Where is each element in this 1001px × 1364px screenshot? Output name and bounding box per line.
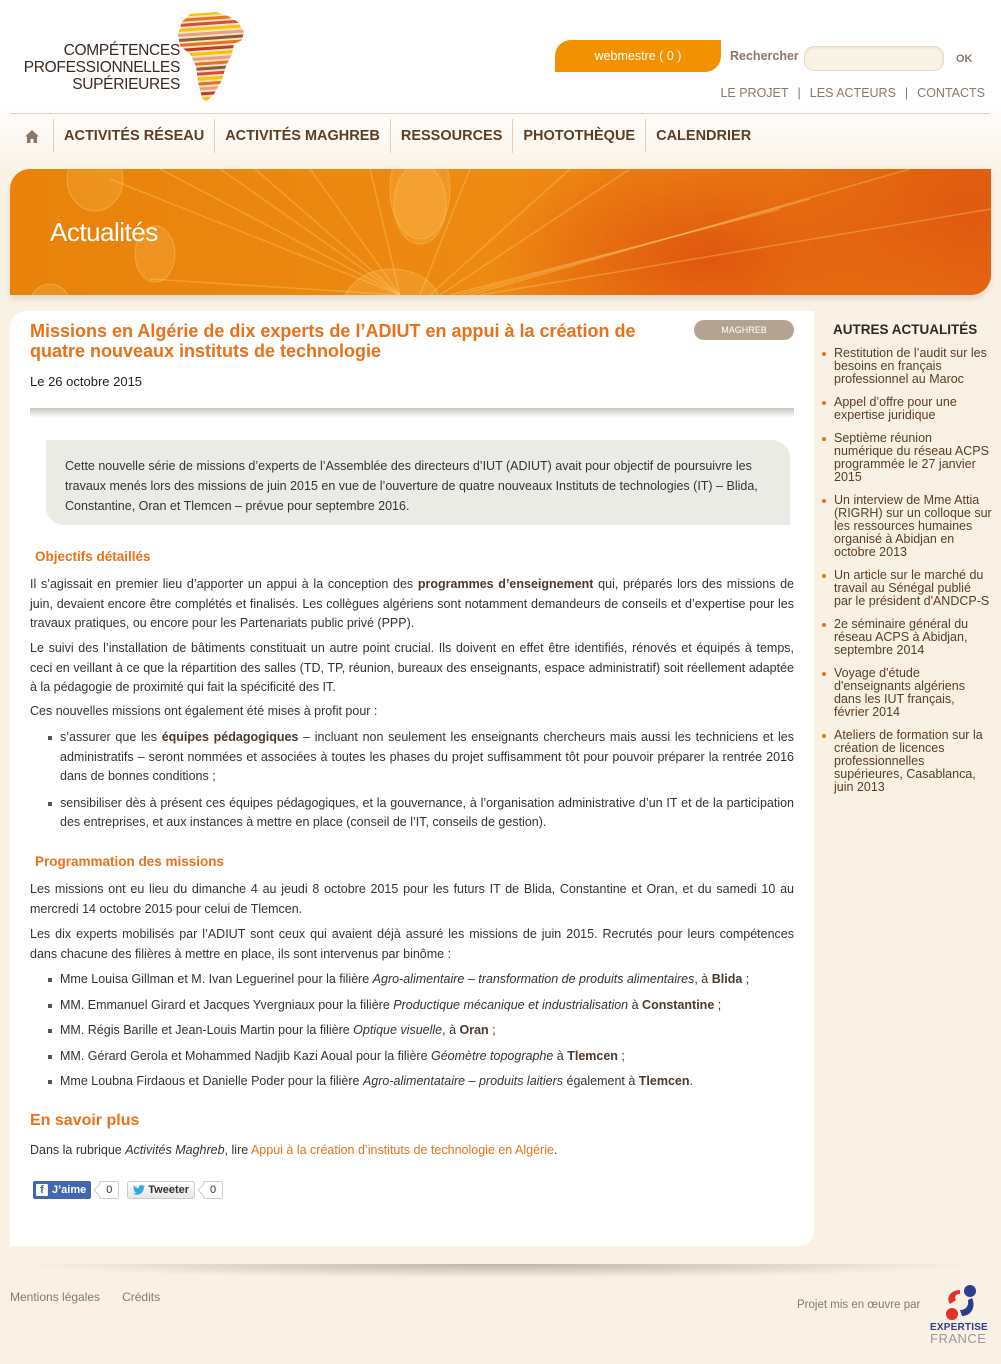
text: Mme Louisa Gillman et M. Ivan Leguerinel pour la filière [60, 972, 373, 986]
list-item [30, 1021, 794, 1041]
text: ; [742, 972, 750, 986]
top-link-contacts[interactable]: CONTACTS [917, 86, 985, 100]
city-name: Oran [459, 1023, 489, 1037]
sidebar-news-item[interactable]: Restitution de l’audit sur les besoins en français professionnel au Maroc [822, 347, 992, 386]
footer-divider [20, 1264, 980, 1278]
top-links [720, 86, 985, 100]
tweet-label: Tweeter [148, 1184, 190, 1196]
city-name: Tlemcen [567, 1048, 618, 1063]
social-buttons [33, 1181, 223, 1199]
text: Mme Loubna Firdaous et Danielle Poder pour la filière [60, 1074, 363, 1088]
text: à [628, 997, 643, 1012]
user-account-label: webmestre ( 0 ) [594, 49, 682, 63]
africa-map-icon [176, 10, 248, 106]
text: , lire [224, 1143, 251, 1157]
text: ; [617, 1048, 625, 1063]
text: ; [488, 1023, 496, 1037]
article-card [10, 311, 814, 1246]
sidebar [822, 322, 992, 804]
page-title: Actualités [50, 217, 158, 247]
nav-calendrier[interactable]: CALENDRIER [656, 128, 752, 144]
facebook-like-button[interactable] [33, 1181, 91, 1199]
text: qui, préparés lors des missions de juin, devaient encore être complétés et finalisés. Les collègues algériens sont notamment demandeurs de conseils et d’expertise pour les travaux pratiques, ou encore pour les Partenariats public privé (PPP). [30, 577, 795, 630]
field-name: Agro-alimentataire – produits laitiers [362, 1074, 564, 1088]
city-name: Constantine [642, 997, 715, 1012]
separator: | [904, 86, 909, 100]
expertise-france-logo[interactable] [928, 1284, 994, 1348]
text: à [553, 1048, 568, 1063]
text: MM. Gérard Gerola et Mohammed Nadjib Kazi Aoual pour la filière [60, 1048, 431, 1063]
expertise-france-icon [942, 1284, 982, 1322]
footer-credit: Projet mis en œuvre par [797, 1299, 921, 1311]
paragraph: Ces nouvelles missions ont également été mises à profit pour : [30, 704, 378, 718]
sidebar-news-list [822, 347, 992, 794]
sidebar-news-item[interactable]: Un interview de Mme Attia (RIGRH) sur un colloque sur les ressources humaines organisé à Abidjan en octobre 2013 [822, 494, 992, 559]
nav-ressources[interactable]: RESSOURCES [391, 119, 514, 153]
facebook-icon: f [36, 1184, 48, 1196]
city-name: Tlemcen [638, 1074, 690, 1088]
text: ; [714, 997, 722, 1012]
related-article-link[interactable]: Appui à la création d’instituts de technologie en Algérie [250, 1143, 554, 1157]
top-link-acteurs[interactable]: LES ACTEURS [809, 86, 896, 100]
footer-links [10, 1290, 160, 1304]
text: . [689, 1074, 693, 1088]
partner-logo-line: FRANCE [930, 1331, 987, 1346]
sidebar-news-item[interactable]: Voyage d'étude d'enseignants algériens dans les IUT français, février 2014 [822, 667, 992, 719]
section-heading-en-savoir-plus: En savoir plus [30, 1112, 140, 1129]
text: , à [442, 1023, 460, 1037]
like-label: J’aime [52, 1184, 87, 1196]
site-logo[interactable] [18, 10, 258, 108]
list-item: sensibiliser dès à présent ces équipes pédagogiques, et la gouvernance, à l’organisation administrative d’un IT et de la participation des entreprises, et aux instances à mettre en place (conseil de l’IT, conseils de gestion). [30, 794, 794, 833]
separator: | [797, 86, 801, 100]
field-name: Agro-alimentaire – transformation de produits alimentaires [372, 972, 695, 986]
article-divider [30, 408, 794, 418]
field-name: Productique mécanique et industrialisation [393, 997, 629, 1012]
sidebar-news-item[interactable]: Appel d’offre pour une expertise juridique [822, 396, 992, 422]
category-tag[interactable]: MAGHREB [694, 320, 794, 340]
main-nav [10, 118, 761, 154]
paragraph: Le suivi des l’installation de bâtiments constituait un autre point crucial. Ils doivent en effet être identifiés, rénovés et équipés à temps, ceci en veillant à ce que la répartition des salles (TD, TP, réunion, bureaux des enseignants, espace administratif) soit réellement adaptée à la pédagogie de proximité qui fait la spécificité des IT. [30, 641, 794, 694]
text: MM. Régis Barille et Jean-Louis Martin pour la filière [60, 1023, 354, 1037]
twitter-icon [133, 1185, 145, 1195]
nav-home[interactable] [10, 119, 54, 153]
list-item [30, 728, 794, 787]
tweet-button[interactable] [127, 1181, 195, 1199]
article-intro: Cette nouvelle série de missions d’experts de l’Assemblée des directeurs d’IUT (ADIUT) avait pour objectif de poursuivre les travaux menés lors des missions de juin 2015 en vue de l’ouverture de quatre nouveaux Instituts de technologies (IT) – Blida, Constantine, Oran et Tlemcen – prévue pour septembre 2016. [46, 440, 790, 525]
logo-line: COMPÉTENCES [63, 42, 180, 59]
objectives-list [30, 728, 794, 833]
text: , à [694, 972, 712, 986]
partner-logo-line: EXPERTISE [930, 1322, 988, 1333]
text: Dans la rubrique [30, 1143, 126, 1157]
text: également à [563, 1074, 639, 1088]
text: Il s’agissait en premier lieu d’apporter un appui à la conception des [30, 577, 418, 591]
field-name: Géomètre topographe [431, 1048, 554, 1063]
section-heading-programmation: Programmation des missions [35, 854, 225, 869]
paragraph: Les dix experts mobilisés par l’ADIUT sont ceux qui avaient déjà assuré les missions de juin 2015. Recrutés pour leurs compétences dans chacune des filières à mettre en place, ils sont intervenus par binôme : [30, 927, 794, 961]
header-divider [10, 113, 990, 114]
top-link-projet[interactable]: LE PROJET [720, 86, 789, 100]
logo-text [24, 42, 180, 93]
text: s’assurer que les [60, 730, 162, 744]
sidebar-news-item[interactable]: Un article sur le marché du travail au Sénégal publié par le président d'ANDCP-S [822, 569, 992, 608]
article-title: Missions en Algérie de dix experts de l’ADIUT en appui à la création de quatre nouveaux instituts de technologie [30, 321, 636, 361]
user-account-button[interactable] [555, 40, 721, 72]
text: . [553, 1143, 558, 1157]
list-item [30, 1047, 794, 1067]
sidebar-news-item[interactable]: Septième réunion numérique du réseau ACPS programmée le 27 janvier 2015 [822, 432, 992, 484]
list-item [30, 970, 794, 990]
list-item [30, 996, 794, 1016]
paragraph [30, 575, 794, 634]
nav-activites-reseau[interactable]: ACTIVITÉS RÉSEAU [54, 119, 215, 153]
tweet-count: 0 [203, 1181, 223, 1199]
search-label: Rechercher [730, 49, 799, 63]
text: MM. Emmanuel Girard et Jacques Yvergniaux pour la filière [60, 997, 394, 1012]
list-item [30, 1072, 794, 1092]
nav-phototheque[interactable]: PHOTOTHÈQUE [513, 119, 646, 153]
bold-text: programmes d’enseignement [417, 577, 594, 591]
paragraph: Les missions ont eu lieu du dimanche 4 au jeudi 8 octobre 2015 pour les futurs IT de Blida, Constantine et Oran, et du samedi 10 au mercredi 14 octobre 2015 pour celui de Tlemcen. [30, 882, 794, 916]
experts-list [30, 970, 794, 1098]
bold-text: équipes pédagogiques [161, 730, 299, 744]
text: – incluant non seulement les enseignants chercheurs mais aussi les techniciens et les administratifs – seront nommées et associées à toutes les phases du projet suffisamment tôt pour pouvoir préparer la rentrée 2016 dans de bonnes conditions ; [60, 730, 795, 783]
italic-text: Activités Maghreb [125, 1143, 225, 1157]
field-name: Optique visuelle [353, 1023, 443, 1037]
footer-link-mentions[interactable]: Mentions légales [10, 1290, 101, 1304]
sidebar-news-item[interactable]: Ateliers de formation sur la création de licences professionnelles supérieures, Casablanca, juin 2013 [822, 729, 992, 794]
section-heading-objectifs: Objectifs détaillés [35, 549, 151, 564]
paragraph [30, 1141, 794, 1161]
home-icon [25, 130, 39, 143]
logo-line: SUPÉRIEURES [72, 76, 180, 93]
logo-line: PROFESSIONNELLES [23, 59, 180, 76]
nav-activites-maghreb[interactable]: ACTIVITÉS MAGHREB [215, 119, 391, 153]
search-input[interactable] [804, 46, 944, 71]
sidebar-title: AUTRES ACTUALITÉS [833, 322, 978, 337]
article-date: Le 26 octobre 2015 [30, 374, 143, 389]
like-count: 0 [99, 1181, 119, 1199]
page-banner [10, 169, 991, 295]
footer-link-credits[interactable]: Crédits [122, 1290, 161, 1304]
city-name: Blida [711, 972, 743, 986]
sidebar-news-item[interactable]: 2e séminaire général du réseau ACPS à Abidjan, septembre 2014 [822, 618, 992, 657]
search-ok-button[interactable]: OK [956, 53, 973, 65]
